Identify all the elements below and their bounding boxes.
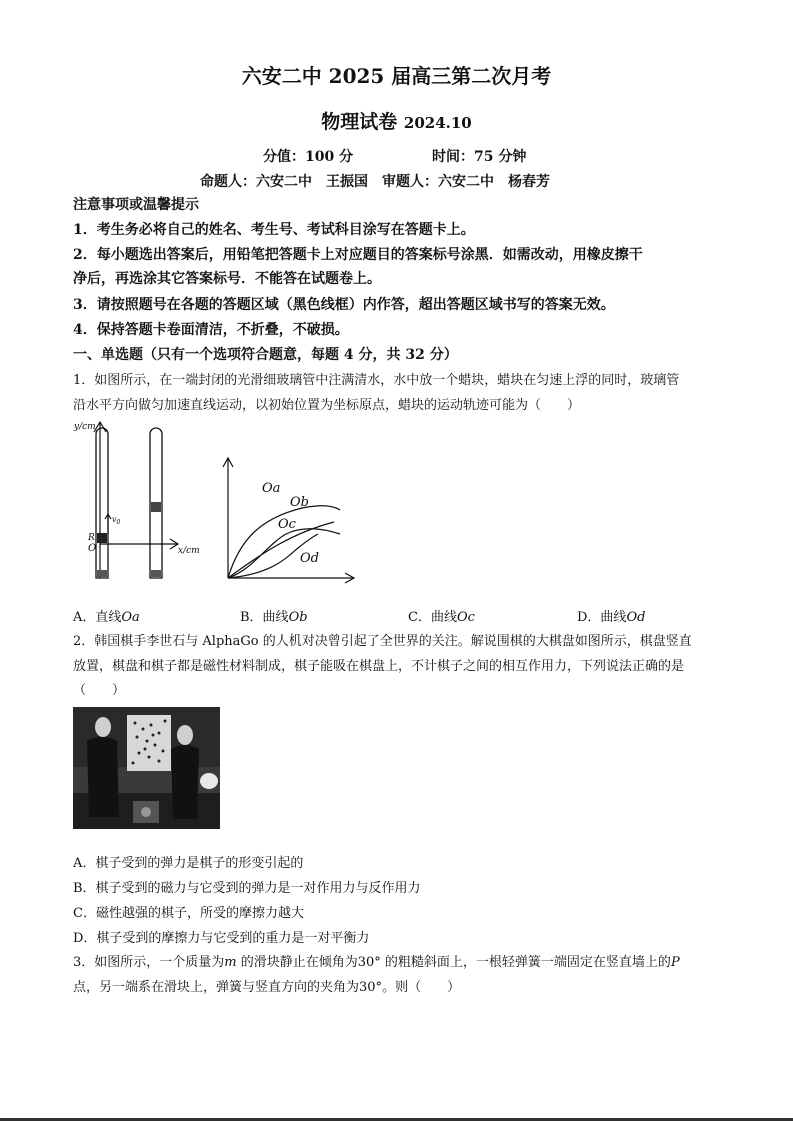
- q2-line-1: 2．韩国棋手李世石与 AlphaGo 的人机对决曾引起了全世界的关注。解说围棋的大棋盘如图所示，棋盘竖直: [73, 634, 692, 649]
- note-1: 1．考生务必将自己的姓名、考生号、考试科目涂写在答题卡上。: [73, 222, 475, 238]
- q1-option-b: [240, 606, 308, 625]
- exam-subtitle: [0, 107, 793, 134]
- exam-title: 六安二中 2025 届高三第二次月考: [241, 64, 552, 88]
- note-3: 3．请按照题号在各题的答题区域（黑色线框）内作答，超出答题区域书写的答案无效。: [73, 297, 615, 313]
- photo-lamp: [200, 773, 218, 789]
- q3-mass-symbol: m: [224, 955, 237, 970]
- note-4: 4．保持答题卡卷面清洁，不折叠，不破损。: [73, 322, 349, 338]
- curve-oc: [228, 529, 340, 578]
- q2-option-d: D．棋子受到的摩擦力与它受到的重力是一对平衡力: [73, 931, 370, 946]
- go-board-photo: [73, 707, 220, 829]
- q3-line-1-a: 3．如图所示，一个质量为: [73, 955, 225, 970]
- fig-block-label: R: [88, 533, 95, 543]
- person-left-body: [87, 737, 119, 817]
- q3-line-1-b: 的滑块静止在倾角为: [236, 955, 358, 970]
- notes-heading: 注意事项或温馨提示: [73, 197, 199, 213]
- fig-v0-symbol: v: [112, 515, 117, 524]
- q3-line-1-c: 的粗糙斜面上，一根轻弹簧一端固定在竖直墙上的: [380, 955, 671, 970]
- fig-y-label: y/cm: [74, 422, 96, 432]
- time-text: 时间：75 分钟: [431, 149, 527, 165]
- authors-line: 命题人：六安二中 王振国 审题人：六安二中 杨春芳: [200, 174, 550, 190]
- q2-option-c: C．磁性越强的棋子，所受的摩擦力越大: [73, 906, 304, 921]
- exam-date: 2024.10: [403, 114, 472, 132]
- q1-option-c: [408, 606, 475, 625]
- person-right-body: [171, 745, 199, 819]
- q3-line-2: [73, 977, 733, 999]
- person-right-head: [177, 725, 193, 745]
- q2-option-a: A．棋子受到的弹力是棋子的形变引起的: [73, 856, 304, 871]
- curve-oc-label: Oc: [278, 517, 296, 532]
- q1-option-a-prefix: A．直线: [73, 610, 122, 625]
- wax-block-left: [97, 533, 107, 543]
- note-2a: 2．每小题选出答案后，用铅笔把答题卡上对应题目的答案标号涂黑．如需改动，用橡皮擦干: [73, 247, 643, 263]
- fig-v0-label: [112, 515, 121, 526]
- q3-line-1: [73, 952, 733, 974]
- q1-option-a-value: Oa: [121, 610, 140, 625]
- fig-v0-subscript: 0: [116, 519, 121, 526]
- q2-line-3: （ ）: [73, 683, 126, 698]
- tube-bottom-right: [151, 570, 161, 577]
- score-time-line: [263, 146, 526, 166]
- score-text: 分值：100 分: [263, 149, 354, 165]
- person-left-head: [95, 717, 111, 737]
- q1-option-d-value: Od: [626, 610, 646, 625]
- curve-ob-label: Ob: [290, 495, 309, 510]
- curve-oa-label: Oa: [262, 481, 281, 496]
- q1-option-d: [577, 606, 645, 625]
- q1-option-b-value: Ob: [288, 610, 308, 625]
- q3-incline-angle: 30°: [357, 955, 381, 970]
- q1-figure: [72, 418, 362, 590]
- q1-option-d-prefix: D．曲线: [577, 610, 627, 625]
- q1-option-a: [73, 606, 140, 625]
- tube-left: [96, 428, 108, 578]
- wax-block-right: [151, 502, 161, 512]
- q3-point-p: P: [670, 955, 680, 970]
- curve-od-label: Od: [300, 551, 319, 566]
- q1-option-c-prefix: C．曲线: [408, 610, 457, 625]
- subject-title: 物理试卷: [321, 111, 398, 133]
- fig-origin: O: [88, 543, 97, 554]
- q1-option-c-value: Oc: [456, 610, 475, 625]
- q3-line-2-a: 点，另一端系在滑块上，弹簧与竖直方向的夹角为: [73, 980, 360, 995]
- q1-line-2: 沿水平方向做匀加速直线运动，以初始位置为坐标原点，蜡块的运动轨迹可能为（ ）: [73, 398, 581, 413]
- q1-line-1: 1．如图所示，在一端封闭的光滑细玻璃管中注满清水，水中放一个蜡块，蜡块在匀速上浮的同时，玻璃管: [73, 373, 680, 388]
- q3-spring-angle: 30°: [359, 980, 383, 995]
- q2-option-b: B．棋子受到的磁力与它受到的弹力是一对作用力与反作用力: [73, 881, 421, 896]
- q2-line-2: 放置，棋盘和棋子都是磁性材料制成，棋子能吸在棋盘上，不计棋子之间的相互作用力，下列说法正确的是: [73, 659, 685, 674]
- fig-x-label: x/cm: [178, 546, 200, 556]
- q1-option-b-prefix: B．曲线: [240, 610, 289, 625]
- note-2b: 净后，再选涂其它答案标号．不能答在试题卷上。: [73, 271, 381, 287]
- q3-line-2-b: 。则（ ）: [382, 980, 461, 995]
- photo-console-dial: [141, 807, 151, 817]
- section-1-heading: 一、单选题（只有一个选项符合题意，每题 4 分，共 32 分）: [73, 347, 458, 363]
- tube-bottom-left: [97, 570, 107, 577]
- page-bottom-rule: [0, 1118, 793, 1121]
